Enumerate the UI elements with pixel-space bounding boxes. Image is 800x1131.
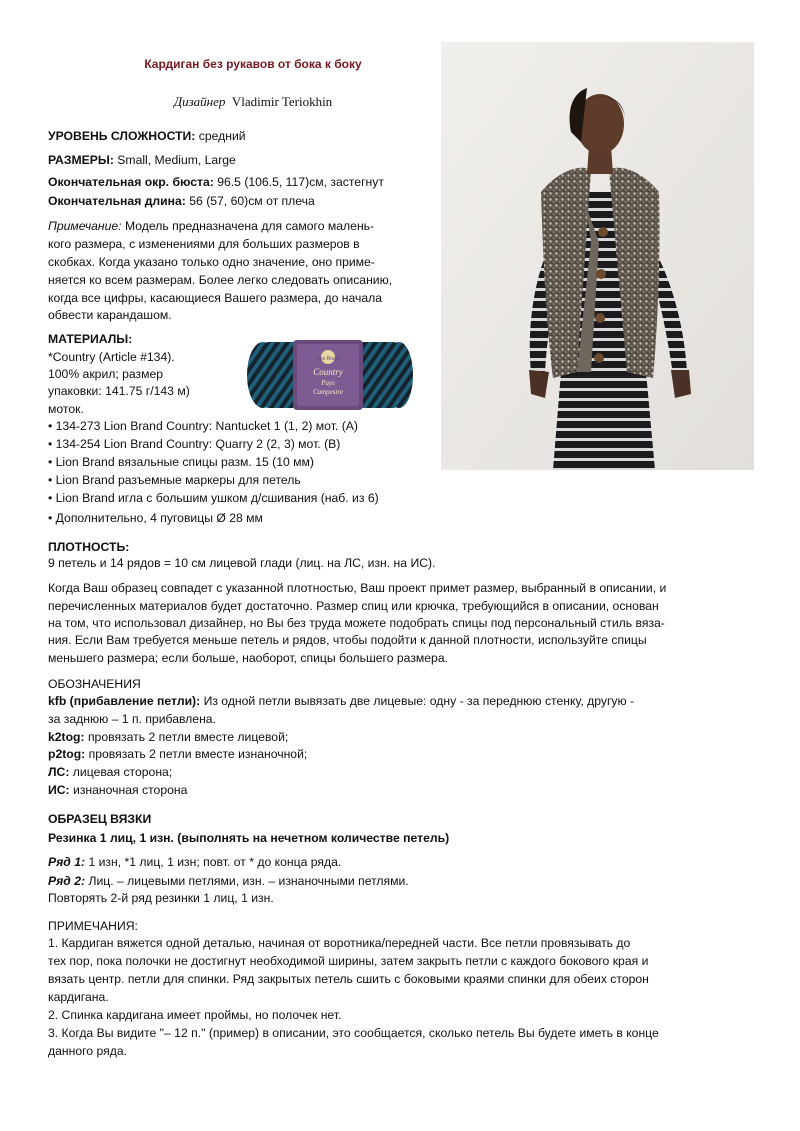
yarn-illustration (245, 337, 415, 413)
note-line: обвести карандашом. (48, 308, 172, 322)
model-illustration (441, 42, 754, 470)
abbrev-term: kfb (прибавление петли): (48, 694, 201, 708)
pattern-row-2 (48, 873, 409, 890)
pattern-heading: ОБРАЗЕЦ ВЯЗКИ (48, 812, 152, 826)
abbrev-rs (48, 764, 172, 781)
pattern-repeat: Повторять 2-й ряд резинки 1 лиц, 1 изн. (48, 891, 274, 905)
designer-label: Дизайнер (173, 94, 226, 109)
designer-name: Vladimir Teriokhin (231, 94, 333, 109)
bust-row (48, 174, 384, 191)
notes-line: 3. Когда Вы видите "– 12 п." (пример) в описании, это сообщается, сколько петель Вы будете иметь в конце (48, 1026, 659, 1040)
notes-line: 1. Кардиган вяжется одной деталью, начиная от воротника/передней части. Все петли провязывать до (48, 936, 631, 950)
gauge-paragraph-line: ния. Если Вам требуется меньше петель и рядов, чтобы подойти к данной плотности, используйте спицы (48, 633, 647, 647)
materials-item: • Lion Brand вязальные спицы разм. 15 (10 мм) (48, 455, 314, 469)
notes-line: кардигана. (48, 990, 109, 1004)
notes-line: 2. Спинка кардигана имеет проймы, но полочек нет. (48, 1008, 342, 1022)
abbrev-def: провязать 2 петли вместе лицевой; (84, 730, 289, 744)
abbrev-term: k2tog: (48, 730, 85, 744)
notes-line: данного ряда. (48, 1044, 127, 1058)
note-line: когда все цифры, касающиеся Вашего размера, до начала (48, 291, 383, 305)
yarn-skein-image (245, 337, 415, 413)
abbrev-kfb (48, 693, 634, 710)
pattern-row-1 (48, 854, 341, 871)
level-value: средний (195, 129, 246, 143)
designer-line (108, 94, 398, 110)
gauge-paragraph-line: меньшего размера; если больше, наоборот, спицы большего размера. (48, 651, 449, 665)
bust-label: Окончательная окр. бюста: (48, 175, 214, 189)
pattern-subheading: Резинка 1 лиц, 1 изн. (выполнять на нечетном количестве петель) (48, 831, 450, 845)
notes-line: вязать центр. петли для спинки. Ряд закрытых петель сшить с боковыми краями спинки для обеих сторон (48, 972, 649, 986)
pattern-title: Кардиган без рукавов от бока к боку (144, 57, 362, 71)
abbrev-term: p2tog: (48, 747, 86, 761)
materials-item: • 134-254 Lion Brand Country: Quarry 2 (2, 3) мот. (B) (48, 437, 341, 451)
yarn-line: моток. (48, 402, 84, 416)
materials-item: • Lion Brand разъемные маркеры для петель (48, 473, 301, 487)
materials-item: • Дополнительно, 4 пуговицы Ø 28 мм (48, 511, 263, 525)
note-line: кого размера, с изменениями для больших размеров в (48, 237, 360, 251)
gauge-heading: ПЛОТНОСТЬ: (48, 540, 130, 554)
length-label: Окончательная длина: (48, 194, 186, 208)
notes-heading: ПРИМЕЧАНИЯ: (48, 919, 138, 933)
abbrev-def: провязать 2 петли вместе изнаночной; (85, 747, 308, 761)
gauge-line: 9 петель и 14 рядов = 10 см лицевой глади (лиц. на ЛС, изн. на ИС). (48, 556, 436, 570)
yarn-line: упаковки: 141.75 г/143 м) (48, 384, 190, 398)
model-photo (441, 42, 754, 470)
abbrev-kfb-cont: за заднюю – 1 п. прибавлена. (48, 712, 216, 726)
gauge-paragraph-line: Когда Ваш образец совпадет с указанной плотностью, Ваш проект примет размер, выбранный в описании, и (48, 581, 667, 595)
yarn-line: *Country (Article #134). (48, 350, 175, 364)
abbrev-ws (48, 782, 187, 799)
yarn-line: 100% акрил; размер (48, 367, 164, 381)
abbrev-p2tog (48, 746, 307, 763)
level-row (48, 128, 246, 145)
note-line: скобках. Когда указано только одно значение, оно приме- (48, 255, 375, 269)
materials-item: • Lion Brand игла с большим ушком д/сшивания (наб. из 6) (48, 491, 379, 505)
abbrev-def: Из одной петли вывязать две лицевые: одну - за переднюю стенку, другую - (200, 694, 635, 708)
notes-line: тех пор, пока полочки не достигнут необходимой ширины, затем закрыть петли с каждого бокового края и (48, 954, 649, 968)
length-row (48, 193, 315, 210)
yarn-label-name: Pays (321, 379, 335, 387)
note-line (48, 218, 374, 235)
sizes-value: Small, Medium, Large (113, 153, 236, 167)
yarn-label-brand: Lion Brand (315, 356, 341, 362)
yarn-label-name: Campestre (312, 388, 344, 396)
abbrev-term: ИС: (48, 783, 70, 797)
gauge-paragraph-line: перечисленных материалов будет достаточно. Размер спиц или крючка, требующийся в описании, основан (48, 599, 659, 613)
abbrev-term: ЛС: (48, 765, 70, 779)
bust-value: 96.5 (106.5, 117)см, застегнут (213, 175, 384, 189)
note-line: няется ко всем размерам. Более легко следовать описанию, (48, 273, 393, 287)
level-label: УРОВЕНЬ СЛОЖНОСТИ: (48, 129, 196, 143)
row-text: Лиц. – лицевыми петлями, изн. – изнаночными петлями. (85, 874, 409, 888)
gauge-paragraph-line: на том, что использовал дизайнер, но Вы без труда можете подобрать спицы под персональный стиль вяза- (48, 616, 665, 630)
sizes-label: РАЗМЕРЫ: (48, 153, 114, 167)
note-text: Модель предназначена для самого малень- (121, 219, 375, 233)
note-label: Примечание: (48, 219, 122, 233)
abbrev-def: изнаночная сторона (69, 783, 188, 797)
length-value: 56 (57, 60)см от плеча (185, 194, 315, 208)
row-text: 1 изн, *1 лиц, 1 изн; повт. от * до конца ряда. (85, 855, 342, 869)
row-label: Ряд 1: (48, 855, 86, 869)
row-label: Ряд 2: (48, 874, 86, 888)
abbrev-k2tog (48, 729, 288, 746)
materials-heading: МАТЕРИАЛЫ: (48, 332, 133, 346)
materials-item: • 134-273 Lion Brand Country: Nantucket 1 (1, 2) мот. (A) (48, 419, 358, 433)
abbrev-heading: ОБОЗНАЧЕНИЯ (48, 677, 141, 691)
yarn-label-name: Country (313, 367, 343, 377)
abbrev-def: лицевая сторона; (69, 765, 173, 779)
sizes-row (48, 152, 236, 169)
